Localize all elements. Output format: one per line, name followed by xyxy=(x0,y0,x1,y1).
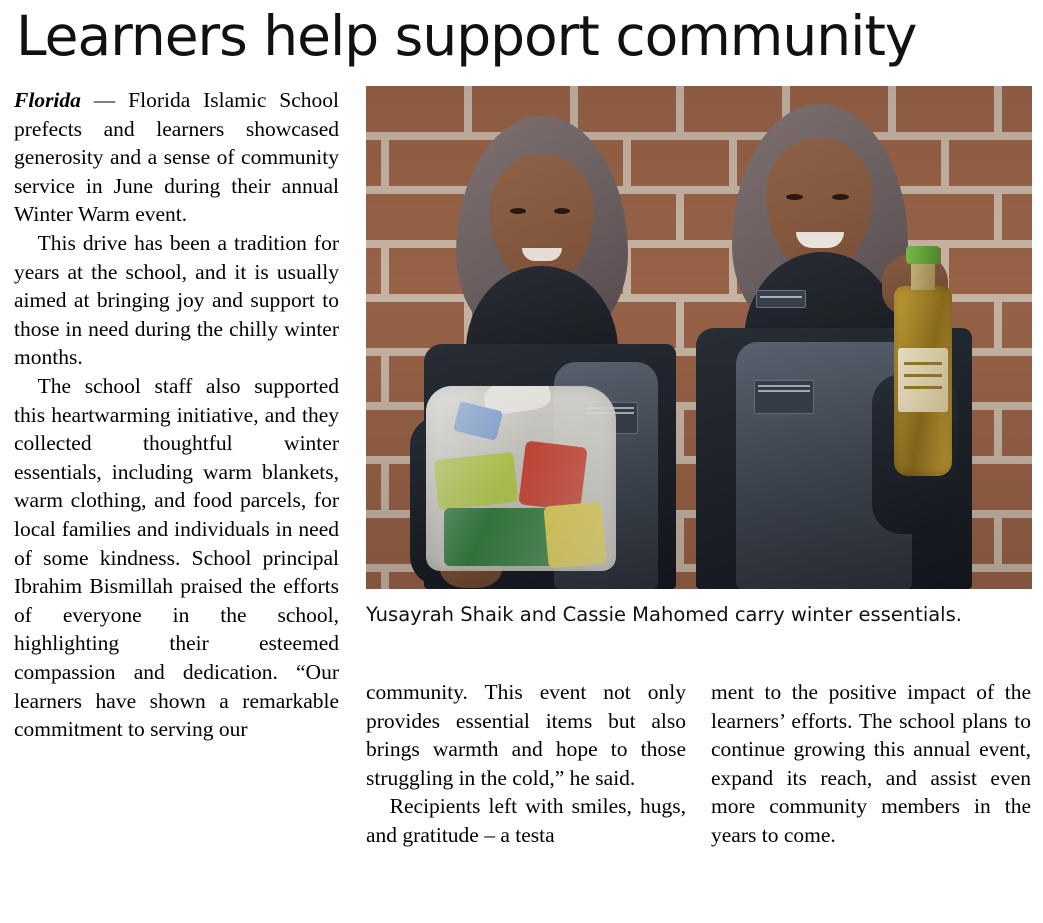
paragraph: Recipients left with smiles, hugs, and gratitude – a testa xyxy=(366,794,686,848)
dateline: Florida xyxy=(14,88,81,113)
text-column-middle xyxy=(366,678,686,850)
paragraph: This drive has been a tradition for years at the school, and it is usually aimed at bringing joy and support to those in need during the chilly winter months. xyxy=(14,231,339,370)
page-title: Learners help support community xyxy=(16,4,917,68)
photo-two-learners-with-winter-essentials xyxy=(366,86,1032,589)
text-column-right xyxy=(711,678,1031,850)
paragraph: community. This event not only provides essential items but also brings warmth and hope to those struggling in the cold,” he said. xyxy=(366,680,686,790)
paragraph xyxy=(14,86,339,229)
newspaper-page xyxy=(0,4,1043,923)
dateline-separator: — xyxy=(80,88,129,113)
paragraph: The school staff also supported this heartwarming initiative, and they collected thoughtful winter essentials, including warm blankets, warm clothing, and food parcels, for local families and individuals in need of some kindness. School principal Ibrahim Bismillah praised the efforts of everyone in the school, highlighting their esteemed compassion and dedication. “Our learners have shown a remarkable commitment to serving our xyxy=(14,374,339,742)
photo-shading xyxy=(366,86,1032,589)
article-photo-block xyxy=(366,86,1032,627)
paragraph: ment to the positive impact of the learners’ efforts. The school plans to continue growing this annual event, expand its reach, and assist even more community members in the years to come. xyxy=(711,680,1031,848)
text-column-left xyxy=(14,86,339,744)
paragraph-text: Florida Islamic School prefects and learners showcased generosity and a sense of community service in June during their annual Winter Warm event. xyxy=(14,88,339,227)
photo-caption: Yusayrah Shaik and Cassie Mahomed carry winter essentials. xyxy=(366,603,962,627)
